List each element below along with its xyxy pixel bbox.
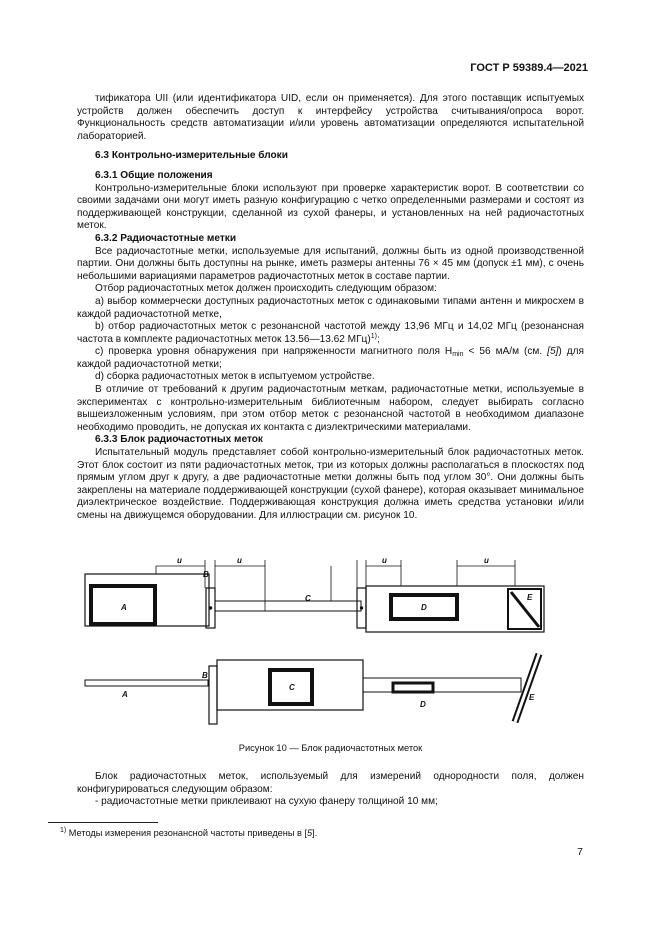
label-e-side: E bbox=[529, 693, 535, 702]
list-item-d: d) сборка радиочастотных меток в испытуемом устройстве. bbox=[95, 371, 375, 383]
label-d-top: D bbox=[421, 603, 427, 612]
section-6-3-1-heading: 6.3.1 Общие положения bbox=[95, 169, 213, 181]
label-d-side: D bbox=[420, 700, 426, 709]
selection-difference: В отличие от требований к другим радиочастотным меткам, радиочастотные метки, используемые в экспериментах с контрольно-измерительным библиотечным набором, следует выбирать согласно вышеизложенным условиям, при этом отбор меток с резонансной частотой в необходимом диапазоне необходимо проводить, не допуская их контакта с диэлектрическими материалами. bbox=[77, 384, 584, 433]
list-item-b: b) отбор радиочастотных меток с резонансной частотой между 13,96 МГц и 14,02 МГц (резонансная частота в комплекте радиочастотных меток 13.56—13.62 МГц)$^{1)}$; bbox=[77, 321, 584, 345]
label-b-top: B bbox=[203, 570, 209, 579]
label-e-top: E bbox=[527, 593, 533, 602]
document-header: ГОСТ Р 59389.4—2021 bbox=[470, 62, 588, 74]
figure-10-diagram bbox=[77, 552, 584, 728]
bullet-item: - радиочастотные метки приклеивают на сухую фанеру толщиной 10 мм; bbox=[95, 796, 438, 808]
figure-caption: Рисунок 10 — Блок радиочастотных меток bbox=[238, 743, 423, 753]
label-u-3: u bbox=[382, 556, 387, 565]
side-view bbox=[85, 654, 539, 724]
body-text-top bbox=[77, 93, 584, 523]
section-6-3-1-text: Контрольно-измерительные блоки используют при проверке характеристик ворот. В соответствии со своими задачами они могут иметь разную конфигурацию с четко определенными размерами и состоят из поддерживающей конструкции, сделанной из сухой фанеры, и установленных на ней радиочастотных меток. bbox=[77, 182, 584, 232]
label-c-top: C bbox=[305, 594, 311, 603]
label-b-side: B bbox=[202, 671, 208, 680]
section-6-3-heading: 6.3 Контрольно-измерительные блоки bbox=[95, 150, 288, 162]
label-u-4: u bbox=[484, 556, 489, 565]
page-number: 7 bbox=[577, 846, 583, 858]
footnote-marker: 1) bbox=[370, 332, 377, 340]
after-figure-paragraph: Блок радиочастотных меток, используемый для измерений однородности поля, должен конфигурироваться следующим образом: bbox=[77, 771, 584, 795]
body-text-bottom bbox=[77, 771, 584, 809]
top-view bbox=[85, 560, 544, 632]
label-c-side: C bbox=[289, 683, 295, 692]
footnote: $^{1)}$ Методы измерения резонансной частоты приведены в [5]. bbox=[60, 827, 318, 838]
section-6-3-3-text: Испытательный модуль представляет собой контрольно-измерительный блок радиочастотных меток. Этот блок состоит из пяти радиочастотных меток, три из которых должны располагаться в плоскостях под прямым углом друг к другу, а две радиочастотные метки должны быть под углом 30°. Они должны быть закреплены на материале поддерживающей конструкции (сухой фанере), которая оказывает минимальное диэлектрическое воздействие. Поддерживающая конструкция должна иметь средства установки и/или смены на движущемся оборудовании. Для иллюстрации см. рисунок 10. bbox=[77, 447, 584, 521]
footnote-separator bbox=[48, 822, 158, 823]
section-6-3-3-heading: 6.3.3 Блок радиочастотных меток bbox=[95, 434, 263, 446]
intro-paragraph: тификатора UII (или идентификатора UID, если он применяется). Для этого поставщик испытуемых устройств должен обеспечить доступ к интерфейсу устройства считывания/опроса ворот. Функциональность средств автоматизации и/или уровень автоматизации определяются испытательной лабораторией. bbox=[77, 93, 584, 142]
label-u-2: u bbox=[237, 556, 242, 565]
label-a-top: A bbox=[121, 603, 127, 612]
section-6-3-2-heading: 6.3.2 Радиочастотные метки bbox=[95, 232, 237, 244]
list-item-c: c) проверка уровня обнаружения при напряженности магнитного поля $H_{min} < 56$ мА/м (см. [5]) для каждой радиочастотной метки; bbox=[77, 346, 584, 370]
selection-intro: Отбор радиочастотных меток должен происходить следующим образом: bbox=[95, 283, 437, 295]
label-a-side: A bbox=[122, 690, 128, 699]
section-6-3-2-text: Все радиочастотные метки, используемые для испытаний, должны быть из одной производственной партии. Они должны быть доступны на рынке, иметь размеры антенны 76 × 45 мм (допуск ±1 мм), с очень небольшими вариациями параметров радиочастотных меток в составе партии. bbox=[77, 245, 584, 282]
list-item-a: a) выбор коммерчески доступных радиочастотных меток с одинаковыми типами антенн и микросхем в каждой радиочастотной метке, bbox=[77, 295, 584, 320]
label-u-1: u bbox=[177, 556, 182, 565]
